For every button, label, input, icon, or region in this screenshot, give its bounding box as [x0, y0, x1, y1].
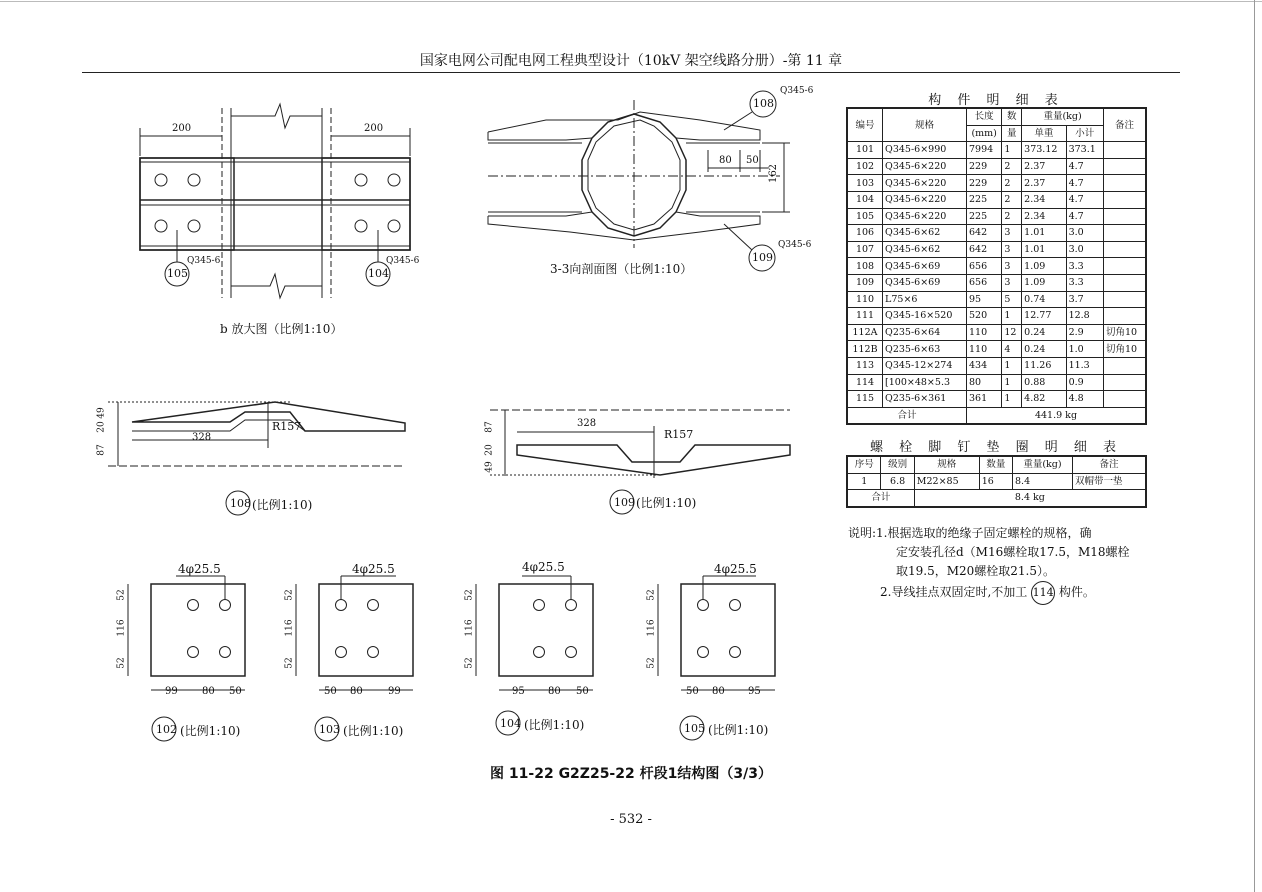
plate-104-tag: 104 [500, 717, 521, 730]
table-cell: 104 [847, 191, 883, 208]
table-cell: 229 [967, 175, 1002, 192]
plate-105 [658, 576, 775, 740]
plate-103-holes: 4φ25.5 [352, 562, 395, 576]
p108-radius: R157 [272, 420, 302, 433]
page-header: 国家电网公司配电网工程典型设计（10kV 架空线路分册）-第 11 章 [419, 53, 843, 69]
table-cell: 2.37 [1022, 175, 1066, 192]
table-cell: 112A [847, 324, 883, 341]
part-104-tag: 104 [368, 267, 389, 280]
plate-102-scale: (比例1:10) [180, 724, 241, 738]
plate-103-scale: (比例1:10) [343, 724, 404, 738]
table-cell: 2 [1002, 208, 1022, 225]
table-cell: 520 [967, 308, 1002, 325]
dim-162: 162 [768, 163, 780, 184]
table-cell: Q235-6×63 [883, 341, 967, 358]
bolt-total-row [847, 490, 1146, 507]
plate-104-scale: (比例1:10) [524, 718, 585, 732]
table-cell: Q345-6×220 [883, 208, 967, 225]
p108-dim-b: 20 [96, 421, 107, 433]
mat-label-108: Q345-6 [780, 86, 814, 96]
table-cell [1103, 258, 1146, 275]
col-unit-weight: 单重 [1022, 125, 1066, 142]
component-table-title: 构 件 明 细 表 [928, 93, 1064, 108]
table-cell: 2.9 [1066, 324, 1103, 341]
table-cell: 1.09 [1022, 258, 1066, 275]
table-row [847, 291, 1146, 308]
col-qty2: 量 [1002, 125, 1022, 142]
plate-104-dim-l1: 116 [464, 619, 475, 637]
note-line-2: 定安装孔径d（M16螺栓取17.5，M18螺栓 [896, 545, 1130, 559]
table-cell [1103, 142, 1146, 159]
dim-200-right: 200 [364, 123, 384, 134]
plate-104-dim-b2: 50 [576, 686, 589, 697]
table-cell: 229 [967, 158, 1002, 175]
table-row [847, 158, 1146, 175]
table-row [847, 374, 1146, 391]
figure-caption: 图 11-22 G2Z25-22 杆段1结构图（3/3） [490, 766, 772, 782]
col-sub-weight: 小计 [1066, 125, 1103, 142]
mat-label-109: Q345-6 [778, 240, 812, 250]
bolt-total-label: 合计 [847, 490, 914, 507]
plate-105-dim-b0: 50 [686, 686, 699, 697]
plate-103-dim-b0: 50 [324, 686, 337, 697]
table-cell: 切角10 [1103, 341, 1146, 358]
table-cell: 108 [847, 258, 883, 275]
section-3-3-view [488, 91, 790, 271]
dim-200-left: 200 [172, 123, 192, 134]
table-cell: 110 [847, 291, 883, 308]
plate-105-dim-l1: 116 [646, 619, 657, 637]
table-cell: 105 [847, 208, 883, 225]
table-cell: 12 [1002, 324, 1022, 341]
table-cell: 4.82 [1022, 391, 1066, 408]
table-cell: 0.9 [1066, 374, 1103, 391]
plate-102-dim-l2: 52 [116, 657, 127, 669]
p109-dim-b: 20 [484, 444, 495, 456]
table-cell: L75×6 [883, 291, 967, 308]
table-cell: 2.34 [1022, 191, 1066, 208]
table-cell: 106 [847, 225, 883, 242]
note-line-4-pre: 2.导线挂点双固定时,不加工 [880, 585, 1028, 599]
table-cell: 111 [847, 308, 883, 325]
table-cell: 2 [1002, 191, 1022, 208]
table-cell: Q345-6×220 [883, 175, 967, 192]
table-cell: 80 [967, 374, 1002, 391]
table-cell: 4.7 [1066, 191, 1103, 208]
table-cell [1103, 391, 1146, 408]
table-cell: 4.7 [1066, 158, 1103, 175]
dim-50: 50 [746, 155, 759, 166]
p109-tag: 109 [614, 496, 635, 509]
plate-104-dim-b1: 80 [548, 686, 561, 697]
table-cell: 4.7 [1066, 175, 1103, 192]
table-cell [1103, 158, 1146, 175]
page-number: - 532 - [610, 812, 652, 827]
col-no: 编号 [847, 108, 883, 142]
table-cell: 2 [1002, 175, 1022, 192]
table-row [847, 191, 1146, 208]
table-cell: 1 [1002, 142, 1022, 159]
table-cell: Q345-6×62 [883, 241, 967, 258]
part-114-tag: 114 [1031, 581, 1055, 605]
table-cell: 107 [847, 241, 883, 258]
table-cell [1103, 357, 1146, 374]
plate-103 [296, 576, 413, 741]
table-cell [1103, 191, 1146, 208]
table-cell: 4 [1002, 341, 1022, 358]
plate-105-dim-l2: 52 [646, 657, 657, 669]
plate-105-holes: 4φ25.5 [714, 562, 757, 576]
plate-105-scale: (比例1:10) [708, 723, 769, 737]
table-cell: 115 [847, 391, 883, 408]
table-cell: 11.3 [1066, 357, 1103, 374]
bolt-cell-4: 8.4 [1013, 473, 1073, 490]
table-row [847, 357, 1146, 374]
p109-scale: (比例1:10) [636, 496, 697, 510]
p108-dim-328: 328 [192, 432, 212, 443]
part-105-tag: 105 [167, 267, 188, 280]
total-label: 合计 [847, 407, 967, 424]
note-line-4 [848, 581, 1130, 605]
table-cell: 1 [1002, 391, 1022, 408]
table-row [847, 142, 1146, 159]
table-cell: 656 [967, 274, 1002, 291]
plate-105-dim-l0: 52 [646, 589, 657, 601]
plate-103-dim-b2: 99 [388, 686, 401, 697]
table-cell: Q345-6×220 [883, 191, 967, 208]
table-cell: 4.7 [1066, 208, 1103, 225]
table-cell: 5 [1002, 291, 1022, 308]
table-cell: 102 [847, 158, 883, 175]
table-cell [1103, 225, 1146, 242]
plate-104-dim-b0: 95 [512, 686, 525, 697]
table-cell: [100×48×5.3 [883, 374, 967, 391]
table-cell: 0.74 [1022, 291, 1066, 308]
bolt-cell-3: 16 [979, 473, 1012, 490]
plate-104 [476, 576, 593, 735]
table-cell: 373.12 [1022, 142, 1066, 159]
table-cell: 3.0 [1066, 241, 1103, 258]
table-cell: 1.09 [1022, 274, 1066, 291]
b-detail-title: b 放大图（比例1:10） [220, 322, 343, 336]
plate-102-holes: 4φ25.5 [178, 562, 221, 576]
table-cell: 101 [847, 142, 883, 159]
table-cell: 373.1 [1066, 142, 1103, 159]
table-cell [1103, 175, 1146, 192]
table-cell: 112B [847, 341, 883, 358]
table-cell: 0.88 [1022, 374, 1066, 391]
table-cell: 0.24 [1022, 324, 1066, 341]
bolt-total-value: 8.4 kg [914, 490, 1146, 507]
plate-102-tag: 102 [156, 723, 177, 736]
table-cell: 7994 [967, 142, 1002, 159]
table-row [847, 274, 1146, 291]
bolt-cell-2: M22×85 [914, 473, 979, 490]
bolt-table [846, 455, 1147, 508]
table-cell: 0.24 [1022, 341, 1066, 358]
plate-102-dim-b0: 99 [165, 686, 178, 697]
table-cell [1103, 308, 1146, 325]
p109-radius: R157 [664, 428, 694, 441]
table-cell: 114 [847, 374, 883, 391]
p108-dim-c: 87 [96, 444, 107, 456]
table-cell: 3 [1002, 241, 1022, 258]
table-cell: 2.34 [1022, 208, 1066, 225]
bolt-header-row [847, 456, 1146, 473]
table-total-row [847, 407, 1146, 424]
table-cell: 3.7 [1066, 291, 1103, 308]
table-cell: 1 [1002, 308, 1022, 325]
table-cell [1103, 274, 1146, 291]
table-cell: Q345-6×990 [883, 142, 967, 159]
plate-102-dim-l1: 116 [116, 619, 127, 637]
p108-dim-a: 49 [96, 407, 107, 419]
table-cell: 642 [967, 225, 1002, 242]
table-cell [1103, 208, 1146, 225]
table-cell: 3.3 [1066, 274, 1103, 291]
plate-104-dim-l0: 52 [464, 589, 475, 601]
table-cell: 95 [967, 291, 1002, 308]
col-weight: 重量(kg) [1022, 108, 1104, 125]
table-cell: 110 [967, 341, 1002, 358]
note-line-4-post: 构件。 [1058, 585, 1095, 599]
table-cell: 103 [847, 175, 883, 192]
plate-103-dim-b1: 80 [350, 686, 363, 697]
plate-103-tag: 103 [319, 723, 340, 736]
note-line-3: 取19.5，M20螺栓取21.5）。 [896, 564, 1055, 578]
table-cell: 109 [847, 274, 883, 291]
table-row [847, 391, 1146, 408]
total-value: 441.9 kg [967, 407, 1147, 424]
bolt-table-title: 螺 栓 脚 钉 垫 圈 明 细 表 [869, 440, 1123, 455]
table-cell: 434 [967, 357, 1002, 374]
table-row [847, 225, 1146, 242]
table-row [847, 341, 1146, 358]
mat-label-right: Q345-6 [386, 256, 420, 266]
table-cell: 656 [967, 258, 1002, 275]
plate-105-dim-b1: 80 [712, 686, 725, 697]
table-cell: 2.37 [1022, 158, 1066, 175]
p109-dim-328: 328 [577, 418, 597, 429]
table-row [847, 308, 1146, 325]
plate-102-dim-b1: 80 [202, 686, 215, 697]
part-109-tag: 109 [752, 251, 773, 264]
plate-103-dim-l2: 52 [284, 657, 295, 669]
plate-105-dim-b2: 95 [748, 686, 761, 697]
bolt-col-0: 序号 [847, 456, 881, 473]
plate-104-dim-l2: 52 [464, 657, 475, 669]
table-cell [1103, 241, 1146, 258]
table-cell: Q345-12×274 [883, 357, 967, 374]
table-cell [1103, 291, 1146, 308]
table-row [847, 258, 1146, 275]
plate-102-dim-b2: 50 [229, 686, 242, 697]
table-cell: 1.01 [1022, 241, 1066, 258]
table-cell: Q345-16×520 [883, 308, 967, 325]
plate-103-dim-l0: 52 [284, 589, 295, 601]
table-cell: 225 [967, 208, 1002, 225]
table-cell: 3 [1002, 274, 1022, 291]
table-cell: 225 [967, 191, 1002, 208]
col-spec: 规格 [883, 108, 967, 142]
table-cell: 1 [1002, 374, 1022, 391]
bolt-col-4: 重量(kg) [1013, 456, 1073, 473]
table-cell: 3.0 [1066, 225, 1103, 242]
bolt-col-5: 备注 [1072, 456, 1146, 473]
table-cell: 113 [847, 357, 883, 374]
table-cell: 3 [1002, 225, 1022, 242]
mat-label-left: Q345-6 [187, 256, 221, 266]
col-length: 长度 [967, 108, 1002, 125]
plate-102 [128, 576, 245, 741]
table-header-row [847, 108, 1146, 125]
table-cell: 11.26 [1022, 357, 1066, 374]
plate-103-dim-l1: 116 [284, 619, 295, 637]
table-cell: 1.0 [1066, 341, 1103, 358]
col-length-unit: (mm) [967, 125, 1002, 142]
table-cell [1103, 374, 1146, 391]
table-cell: 3 [1002, 258, 1022, 275]
table-cell: Q235-6×361 [883, 391, 967, 408]
col-qty: 数 [1002, 108, 1022, 125]
part-108-tag: 108 [753, 97, 774, 110]
table-cell: 110 [967, 324, 1002, 341]
p108-tag: 108 [230, 497, 251, 510]
table-cell: 361 [967, 391, 1002, 408]
bolt-cell-1: 6.8 [881, 473, 914, 490]
p109-dim-c: 49 [484, 461, 495, 473]
table-cell: 2 [1002, 158, 1022, 175]
plate-102-dim-l0: 52 [116, 589, 127, 601]
plate-104-holes: 4φ25.5 [522, 560, 565, 574]
p108-scale: (比例1:10) [252, 498, 313, 512]
bolt-cell-5: 双帽带一垫 [1072, 473, 1146, 490]
table-cell: 4.8 [1066, 391, 1103, 408]
table-cell: 切角10 [1103, 324, 1146, 341]
notes [848, 524, 1130, 605]
bolt-col-2: 规格 [914, 456, 979, 473]
bolt-col-3: 数量 [979, 456, 1012, 473]
table-cell: Q235-6×64 [883, 324, 967, 341]
table-row [847, 324, 1146, 341]
plate-105-tag: 105 [684, 722, 705, 735]
table-cell: Q345-6×69 [883, 274, 967, 291]
bolt-row [847, 473, 1146, 490]
table-cell: 642 [967, 241, 1002, 258]
component-table [846, 107, 1147, 425]
section-3-3-title: 3-3向剖面图（比例1:10） [550, 262, 693, 276]
p109-dim-a: 87 [484, 421, 495, 433]
table-cell: 12.77 [1022, 308, 1066, 325]
bolt-col-1: 级别 [881, 456, 914, 473]
bolt-cell-0: 1 [847, 473, 881, 490]
table-cell: 1 [1002, 357, 1022, 374]
table-row [847, 241, 1146, 258]
table-cell: Q345-6×69 [883, 258, 967, 275]
table-cell: Q345-6×62 [883, 225, 967, 242]
table-cell: 1.01 [1022, 225, 1066, 242]
table-cell: 3.3 [1066, 258, 1103, 275]
table-row [847, 208, 1146, 225]
table-cell: 12.8 [1066, 308, 1103, 325]
note-line-1: 说明:1.根据选取的绝缘子固定螺栓的规格，确 [848, 526, 1092, 540]
table-row [847, 175, 1146, 192]
dim-80: 80 [719, 155, 732, 166]
table-cell: Q345-6×220 [883, 158, 967, 175]
col-note: 备注 [1103, 108, 1146, 142]
